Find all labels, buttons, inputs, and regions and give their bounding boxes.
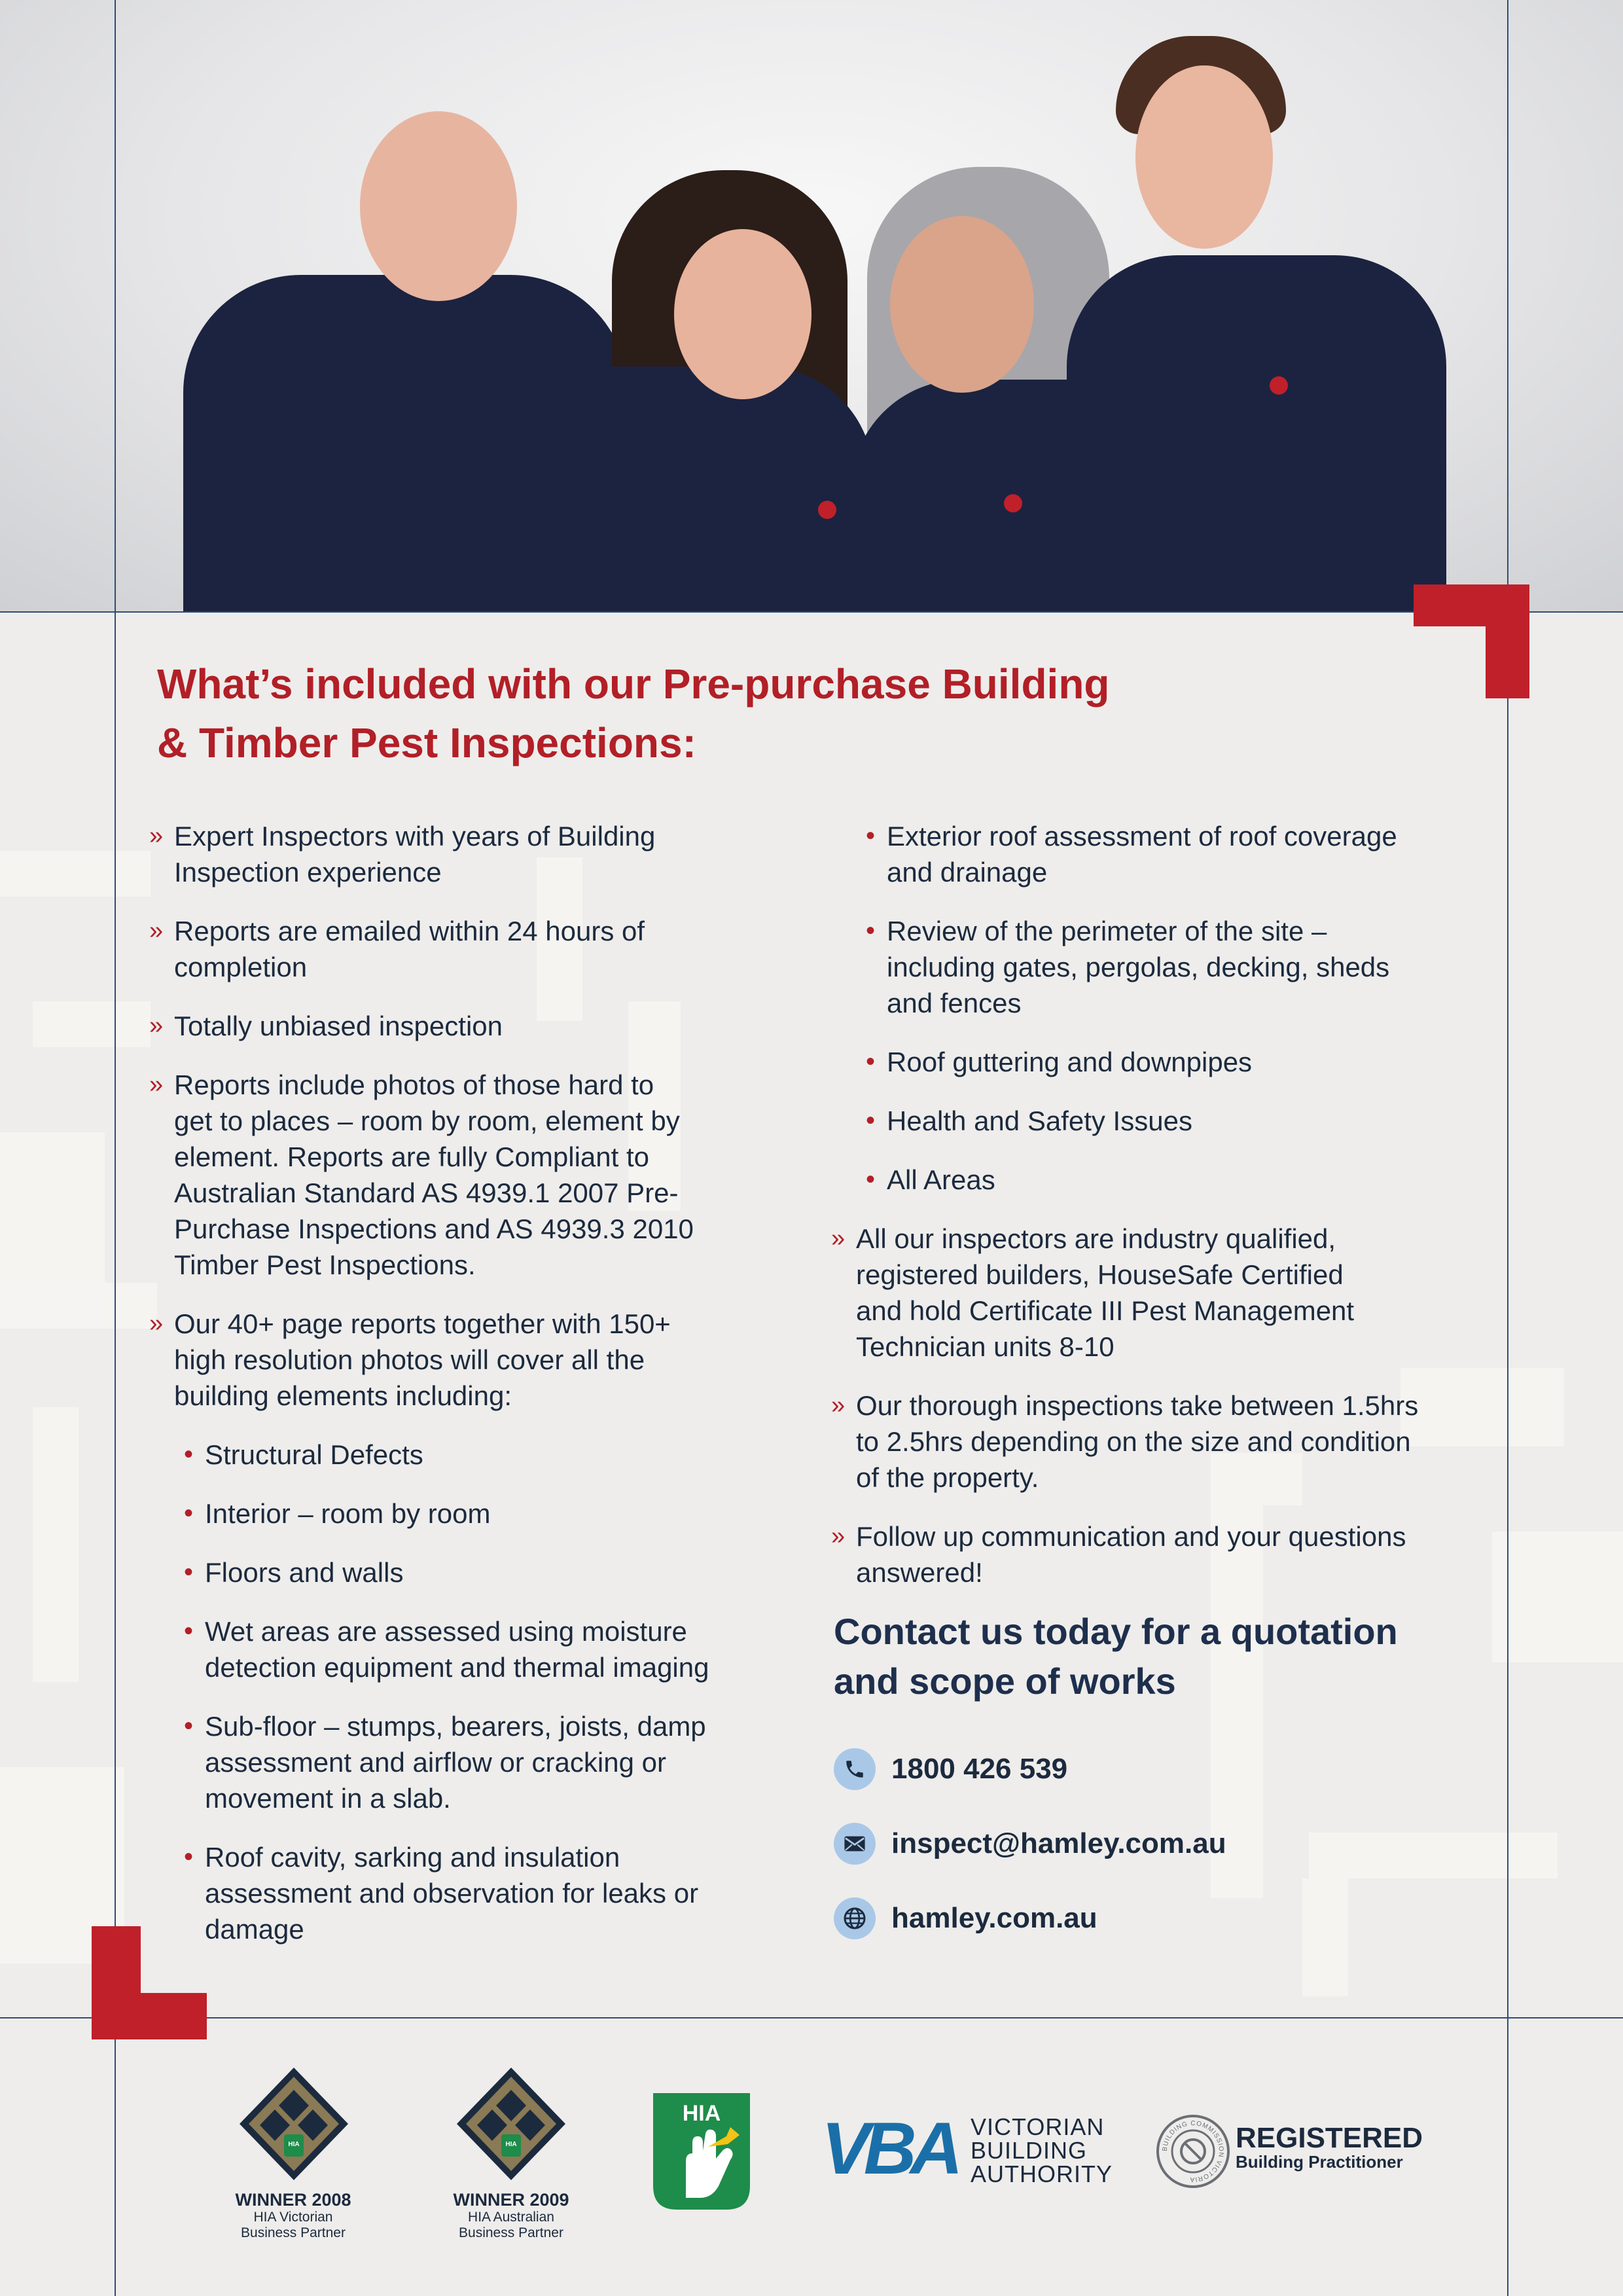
contact-email[interactable] [834,1821,1226,1867]
element-text-line: including gates, pergolas, decking, sheds [887,952,1390,982]
feature-item [831,1518,1497,1590]
feature-text-line: Follow up communication and your questions [856,1521,1406,1552]
element-text-line: Roof cavity, sarking and insulation [205,1842,620,1873]
bullet-marker: • [184,1712,194,1740]
feature-text-line: completion [174,952,308,982]
svg-text:HIA: HIA [288,2141,300,2148]
feature-text-line: Expert Inspectors with years of Building [174,821,656,852]
feature-text-line: building elements including: [174,1380,512,1411]
registration-seal-icon [1156,2114,1230,2189]
award-caption-2008 [208,2190,378,2241]
chevron-marker: » [149,822,164,850]
element-text-line: Health and Safety Issues [887,1105,1192,1136]
building-elements-list [174,1437,796,1947]
element-text-line: Exterior roof assessment of roof coverage [887,821,1397,852]
element-item [184,1496,796,1532]
phone-number[interactable]: 1800 426 539 [891,1753,1068,1785]
contact-heading-line-2: and scope of works [834,1660,1176,1702]
element-text-line: detection equipment and thermal imaging [205,1652,709,1683]
element-item [184,1613,796,1685]
contact-heading [834,1607,1488,1706]
svg-text:VBA: VBA [821,2111,957,2183]
feature-item [149,1008,796,1044]
element-text-line: assessment and airflow or cracking or [205,1747,666,1778]
feature-text-line: Inspection experience [174,857,442,888]
globe-icon [834,1897,876,1939]
chevron-marker: » [831,1225,846,1252]
element-text-line: and fences [887,988,1022,1018]
right-column [831,818,1497,1613]
vba-text [971,2115,1113,2186]
chevron-marker: » [149,1071,164,1098]
qualification-list [831,1221,1497,1590]
registered-title: REGISTERED [1236,2122,1423,2154]
svg-text:HIA: HIA [682,2101,721,2126]
contact-website[interactable] [834,1895,1097,1941]
element-text-line: Sub-floor – stumps, bearers, joists, damp [205,1711,706,1742]
bullet-marker: • [184,1842,194,1871]
contact-phone[interactable] [834,1746,1067,1792]
element-item [866,818,1497,890]
element-text-line: Structural Defects [205,1439,423,1470]
element-item [866,1162,1497,1198]
feature-text-line: get to places – room by room, element by [174,1105,680,1136]
award-line: HIA Australian [468,2210,554,2225]
feature-item [149,1067,796,1283]
feature-text-line: and hold Certificate III Pest Management [856,1295,1355,1326]
chevron-marker: » [149,1012,164,1039]
feature-text-line: Australian Standard AS 4939.1 2007 Pre- [174,1177,679,1208]
award-caption-2009 [426,2190,596,2241]
exterior-elements-list [856,818,1497,1198]
bullet-marker: • [866,1165,876,1194]
page-heading-line-1: What’s included with our Pre-purchase Building [157,660,1110,708]
hia-hand-icon [648,2088,755,2215]
vba-line: VICTORIAN [971,2113,1105,2140]
feature-text-line: Our thorough inspections take between 1.5hrs [856,1390,1419,1421]
email-address[interactable]: inspect@hamley.com.au [891,1827,1226,1859]
element-item [866,913,1497,1021]
vba-mark-icon [821,2111,965,2183]
feature-text-line: high resolution photos will cover all the [174,1344,645,1375]
feature-text-line: of the property. [856,1462,1039,1493]
element-text-line: assessment and observation for leaks or [205,1878,699,1909]
element-text-line: Wet areas are assessed using moisture [205,1616,687,1647]
element-item [866,1044,1497,1080]
element-item [184,1708,796,1816]
element-text-line: Interior – room by room [205,1498,491,1529]
vba-line: BUILDING [971,2137,1088,2164]
chevron-marker: » [831,1522,846,1550]
feature-text-line: to 2.5hrs depending on the size and condition [856,1426,1411,1457]
chevron-marker: » [831,1391,846,1419]
feature-item [149,818,796,890]
feature-text-line: registered builders, HouseSafe Certified [856,1259,1344,1290]
contact-heading-line-1: Contact us today for a quotation [834,1611,1398,1652]
element-text-line: and drainage [887,857,1048,888]
bullet-marker: • [866,1106,876,1135]
feature-text-line: Reports are emailed within 24 hours of [174,916,645,946]
page-heading-line-2: & Timber Pest Inspections: [157,719,696,766]
guide-line-right [1507,0,1508,2296]
element-item [184,1554,796,1590]
email-icon [834,1823,876,1865]
bullet-marker: • [184,1499,194,1528]
element-text-line: All Areas [887,1164,995,1195]
feature-text-line: Technician units 8-10 [856,1331,1115,1362]
feature-text-line: Totally unbiased inspection [174,1011,503,1041]
svg-text:HIA: HIA [505,2141,517,2148]
phone-icon [834,1748,876,1790]
award-line: Business Partner [459,2225,563,2240]
vba-line: AUTHORITY [971,2161,1113,2187]
feature-item [149,1306,796,1414]
bullet-marker: • [184,1558,194,1587]
feature-item [831,1221,1497,1365]
chevron-marker: » [149,917,164,944]
team-photo [0,0,1623,612]
element-item [184,1839,796,1947]
award-line: HIA Victorian [253,2210,333,2225]
feature-text-line: Reports include photos of those hard to [174,1069,654,1100]
registered-text [1236,2124,1423,2171]
element-text-line: Floors and walls [205,1557,404,1588]
feature-text-line: All our inspectors are industry qualified, [856,1223,1336,1254]
feature-text-line: Our 40+ page reports together with 150+ [174,1308,671,1339]
bullet-marker: • [184,1617,194,1645]
guide-line-photo-bottom [0,611,1623,613]
element-text-line: movement in a slab. [205,1783,451,1814]
bullet-marker: • [866,1047,876,1076]
award-line: Business Partner [241,2225,346,2240]
element-text-line: Roof guttering and downpipes [887,1047,1253,1077]
feature-text-line: Timber Pest Inspections. [174,1249,476,1280]
left-column [149,818,796,1970]
award-title: WINNER 2009 [453,2190,569,2210]
element-item [184,1437,796,1473]
feature-text-line: answered! [856,1557,983,1588]
guide-line-footer-top [0,2017,1623,2018]
feature-item [149,913,796,985]
feature-text-line: Purchase Inspections and AS 4939.3 2010 [174,1213,694,1244]
registered-subtitle: Building Practitioner [1236,2152,1403,2172]
element-text-line: damage [205,1914,304,1945]
bullet-marker: • [866,821,876,850]
feature-item [831,1388,1497,1496]
award-title: WINNER 2008 [235,2190,351,2210]
website-link[interactable]: hamley.com.au [891,1902,1097,1934]
award-diamond-icon [454,2065,568,2183]
svg-text:BUILDING COMMISSION VICTORIA: BUILDING COMMISSION VICTORIA [1161,2119,1225,2183]
bullet-marker: • [184,1440,194,1469]
page-heading [157,655,1322,772]
award-diamond-icon [237,2065,351,2183]
chevron-marker: » [149,1310,164,1337]
bullet-marker: • [866,916,876,945]
element-text-line: Review of the perimeter of the site – [887,916,1327,946]
feature-text-line: element. Reports are fully Compliant to [174,1141,649,1172]
element-item [866,1103,1497,1139]
